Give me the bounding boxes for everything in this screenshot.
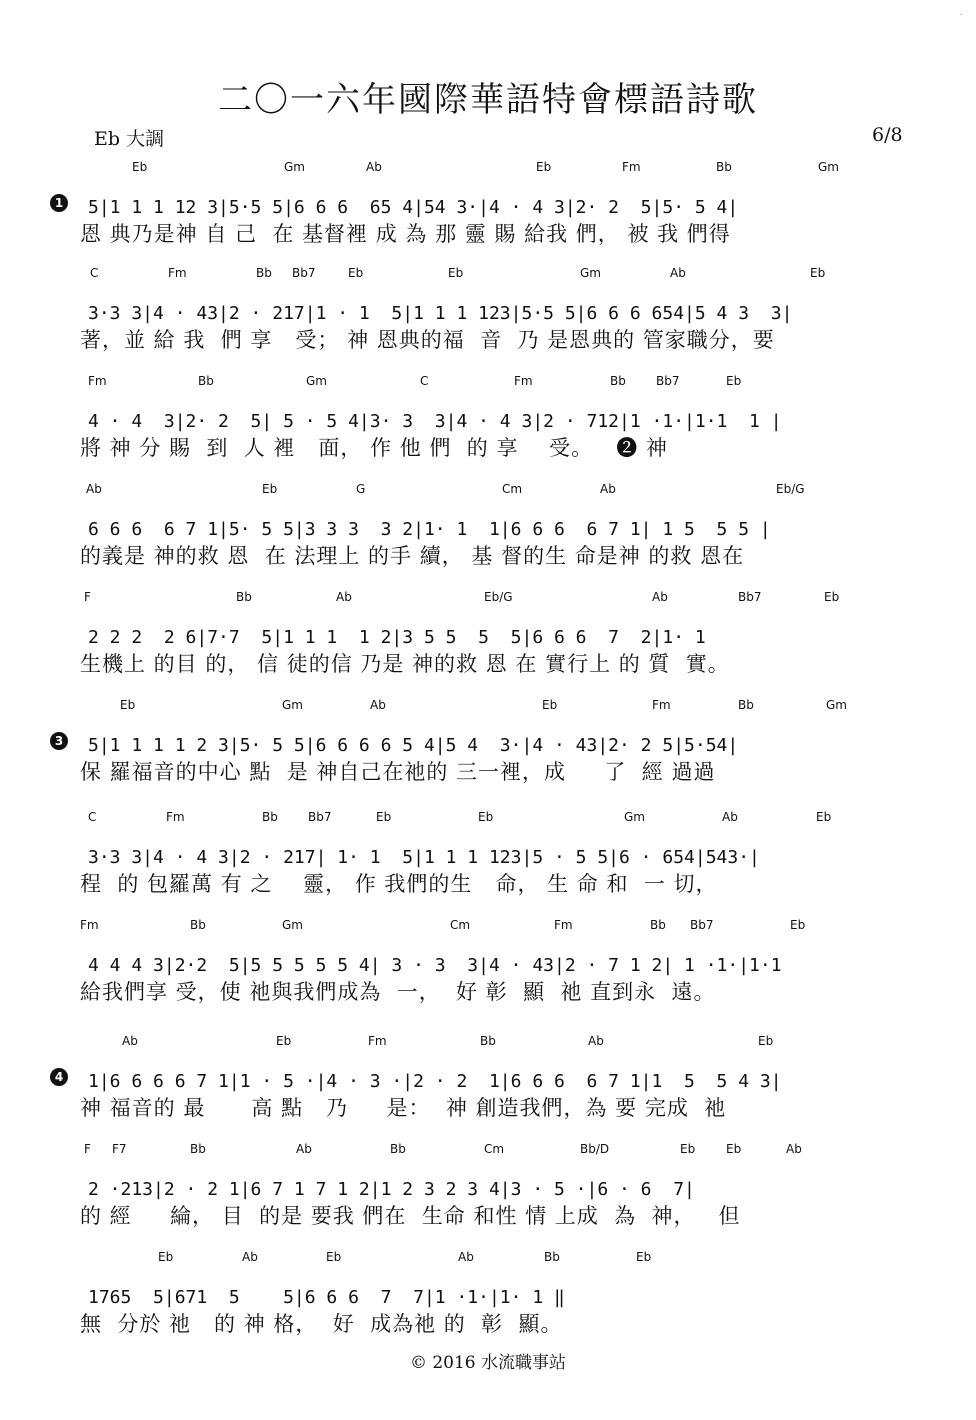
score-line bbox=[70, 1250, 910, 1354]
chord-symbol: Ab bbox=[86, 482, 102, 496]
chord-symbol: Eb bbox=[276, 1034, 292, 1048]
lyric-line: 的 經 綸， 目 的是 要我 們在 生命 和性 情 上成 為 神， 但 bbox=[80, 1204, 741, 1228]
notation-line: 2 2 2 2 6|7·7 5|1 1 1 1 2|3 5 5 5 5|6 6 6 7 2|1· 1 bbox=[88, 627, 706, 648]
chord-symbol: Cm bbox=[484, 1142, 505, 1156]
score-line bbox=[70, 1142, 910, 1246]
chord-symbol: Gm bbox=[580, 266, 601, 280]
chord-symbol: Bb bbox=[198, 374, 214, 388]
score-line bbox=[54, 1034, 910, 1138]
notation-line: 2 ·213|2 · 2 1|6 7 1 7 1 2|1 2 3 2 3 4|3 · 5 ·|6 · 6 7| bbox=[88, 1179, 695, 1200]
chord-symbol: F bbox=[84, 1142, 91, 1156]
chord-symbol: Bb bbox=[716, 160, 732, 174]
score-line bbox=[70, 482, 910, 586]
chord-symbol: Ab bbox=[296, 1142, 312, 1156]
verse-number: 4 bbox=[50, 1068, 68, 1086]
chord-symbol: Ab bbox=[670, 266, 686, 280]
chord-symbol: Eb bbox=[120, 698, 136, 712]
lyric-line: 將 神 分 賜 到 人 裡 面， 作 他 們 的 享 受。 ❷ 神 bbox=[80, 436, 668, 460]
chord-symbol: Fm bbox=[88, 374, 107, 388]
chord-symbol: Bb bbox=[256, 266, 272, 280]
chord-symbol: Ab bbox=[786, 1142, 802, 1156]
notation-line: 4 4 4 3|2·2 5|5 5 5 5 5 4| 3 · 3 3|4 · 43|2 · 7 1 2| 1 ·1·|1·1 bbox=[88, 955, 782, 976]
chord-symbol: Ab bbox=[370, 698, 386, 712]
chord-symbol: Gm bbox=[282, 918, 303, 932]
chord-symbol: Bb7 bbox=[292, 266, 316, 280]
chord-symbol: Bb bbox=[544, 1250, 560, 1264]
chord-symbol: Eb bbox=[348, 266, 364, 280]
chord-symbol: Ab bbox=[242, 1250, 258, 1264]
lyric-line: 程 的 包羅萬 有 之 靈， 作 我們的生 命， 生 命 和 一 切， bbox=[80, 872, 718, 896]
chord-symbol: Fm bbox=[622, 160, 641, 174]
chord-symbol: Ab bbox=[336, 590, 352, 604]
notation-line: 1|6 6 6 6 7 1|1 · 5 ·|4 · 3 ·|2 · 2 1|6 6 6 6 7 1|1 5 5 4 3| bbox=[88, 1071, 782, 1092]
chord-symbol: C bbox=[88, 810, 97, 824]
score-line bbox=[70, 590, 910, 694]
key-signature: Eb 大調 bbox=[94, 128, 165, 150]
chord-symbol: Bb7 bbox=[656, 374, 680, 388]
chord-symbol: Eb bbox=[326, 1250, 342, 1264]
chord-symbol: Fm bbox=[80, 918, 99, 932]
score-line bbox=[70, 918, 910, 1022]
score-line bbox=[70, 810, 910, 914]
notation-line: 5|1 1 1 12 3|5·5 5|6 6 6 65 4|54 3·|4 · 4 3|2· 2 5|5· 5 4| bbox=[88, 197, 739, 218]
lyric-line: 的義是 神的救 恩 在 法理上 的手 續， 基 督的生 命是神 的救 恩在 bbox=[80, 544, 745, 568]
chord-symbol: Gm bbox=[282, 698, 303, 712]
lyric-line: 給我們享 受，使 祂與我們成為 一， 好 彰 顯 祂 直到永 遠。 bbox=[80, 980, 716, 1004]
chord-symbol: Eb/G bbox=[484, 590, 513, 604]
verse-number: 1 bbox=[50, 194, 68, 212]
chord-symbol: Eb bbox=[824, 590, 840, 604]
chord-symbol: Fm bbox=[168, 266, 187, 280]
chord-symbol: Gm bbox=[818, 160, 839, 174]
notation-line: 6 6 6 6 7 1|5· 5 5|3 3 3 3 2|1· 1 1|6 6 6 6 7 1| 1 5 5 5 | bbox=[88, 519, 771, 540]
chord-symbol: Eb/G bbox=[776, 482, 805, 496]
chord-symbol: Fm bbox=[368, 1034, 387, 1048]
chord-symbol: Eb bbox=[542, 698, 558, 712]
chord-symbol: Bb bbox=[236, 590, 252, 604]
notation-line: 5|1 1 1 1 2 3|5· 5 5|6 6 6 6 5 4|5 4 3·|4 · 43|2· 2 5|5·54| bbox=[88, 735, 739, 756]
chord-symbol: Eb bbox=[636, 1250, 652, 1264]
chord-symbol: Eb bbox=[790, 918, 806, 932]
chord-symbol: Eb bbox=[376, 810, 392, 824]
lyric-line: 恩 典乃是神 自 己 在 基督裡 成 為 那 靈 賜 給我 們， 被 我 們得 bbox=[80, 222, 731, 246]
chord-symbol: Bb bbox=[610, 374, 626, 388]
chord-symbol: Bb7 bbox=[690, 918, 714, 932]
chord-symbol: Eb bbox=[810, 266, 826, 280]
chord-symbol: Bb bbox=[738, 698, 754, 712]
chord-symbol: F7 bbox=[112, 1142, 127, 1156]
chord-symbol: Bb bbox=[262, 810, 278, 824]
lyric-line: 保 羅福音的中心 點 是 神自己在祂的 三一裡，成 了 經 過過 bbox=[80, 760, 716, 784]
chord-symbol: Eb bbox=[448, 266, 464, 280]
chord-symbol: Fm bbox=[166, 810, 185, 824]
chord-symbol: Bb bbox=[190, 918, 206, 932]
verse-number: 3 bbox=[50, 732, 68, 750]
chord-symbol: Ab bbox=[722, 810, 738, 824]
lyric-line: 神 福音的 最 高 點 乃 是： 神 創造我們，為 要 完成 祂 bbox=[80, 1096, 727, 1120]
chord-symbol: Eb bbox=[680, 1142, 696, 1156]
lyric-line: 生機上 的目 的， 信 徒的信 乃是 神的救 恩 在 實行上 的 質 實。 bbox=[80, 652, 730, 676]
score-line bbox=[70, 266, 910, 370]
chord-symbol: Eb bbox=[726, 374, 742, 388]
chord-symbol: Gm bbox=[284, 160, 305, 174]
chord-symbol: C bbox=[420, 374, 429, 388]
score-line bbox=[54, 160, 910, 264]
chord-symbol: Cm bbox=[450, 918, 471, 932]
chord-symbol: C bbox=[90, 266, 99, 280]
chord-symbol: Eb bbox=[536, 160, 552, 174]
score-line bbox=[54, 698, 910, 802]
chord-symbol: Cm bbox=[502, 482, 523, 496]
chord-symbol: Ab bbox=[652, 590, 668, 604]
chord-symbol: G bbox=[356, 482, 366, 496]
chord-symbol: Ab bbox=[458, 1250, 474, 1264]
chord-symbol: Fm bbox=[554, 918, 573, 932]
chord-symbol: Eb bbox=[726, 1142, 742, 1156]
chord-symbol: Eb bbox=[132, 160, 148, 174]
page-dot: · bbox=[960, 12, 962, 19]
chord-symbol: Bb bbox=[480, 1034, 496, 1048]
chord-symbol: Eb bbox=[262, 482, 278, 496]
notation-line: 3·3 3|4 · 4 3|2 · 217| 1· 1 5|1 1 1 123|5 · 5 5|6 · 654|543·| bbox=[88, 847, 760, 868]
chord-symbol: Gm bbox=[826, 698, 847, 712]
notation-line: 4 · 4 3|2· 2 5| 5 · 5 4|3· 3 3|4 · 4 3|2 · 712|1 ·1·|1·1 1 | bbox=[88, 411, 782, 432]
chord-symbol: F bbox=[84, 590, 91, 604]
copyright: © 2016 水流職事站 bbox=[409, 1353, 567, 1373]
chord-symbol: Bb/D bbox=[580, 1142, 610, 1156]
chord-symbol: Bb bbox=[390, 1142, 406, 1156]
chord-symbol: Fm bbox=[652, 698, 671, 712]
chord-symbol: Eb bbox=[758, 1034, 774, 1048]
chord-symbol: Eb bbox=[158, 1250, 174, 1264]
notation-line: 1765 5|671 5 5|6 6 6 7 7|1 ·1·|1· 1 ‖ bbox=[88, 1287, 565, 1308]
page-title: 二〇一六年國際華語特會標語詩歌 bbox=[218, 80, 758, 120]
chord-symbol: Ab bbox=[588, 1034, 604, 1048]
chord-symbol: Gm bbox=[624, 810, 645, 824]
chord-symbol: Ab bbox=[366, 160, 382, 174]
chord-symbol: Bb bbox=[650, 918, 666, 932]
chord-symbol: Gm bbox=[306, 374, 327, 388]
chord-symbol: Bb bbox=[190, 1142, 206, 1156]
chord-symbol: Bb7 bbox=[308, 810, 332, 824]
notation-line: 3·3 3|4 · 43|2 · 217|1 · 1 5|1 1 1 123|5·5 5|6 6 6 654|5 4 3 3| bbox=[88, 303, 793, 324]
chord-symbol: Eb bbox=[816, 810, 832, 824]
chord-symbol: Ab bbox=[600, 482, 616, 496]
time-signature: 6/8 bbox=[872, 124, 903, 146]
lyric-line: 著，並 給 我 們 享 受； 神 恩典的福 音 乃 是恩典的 管家職分，要 bbox=[80, 328, 775, 352]
chord-symbol: Fm bbox=[514, 374, 533, 388]
chord-symbol: Ab bbox=[122, 1034, 138, 1048]
chord-symbol: Bb7 bbox=[738, 590, 762, 604]
lyric-line: 無 分於 祂 的 神 格， 好 成為祂 的 彰 顯。 bbox=[80, 1312, 563, 1336]
score-line bbox=[70, 374, 910, 478]
chord-symbol: Eb bbox=[478, 810, 494, 824]
